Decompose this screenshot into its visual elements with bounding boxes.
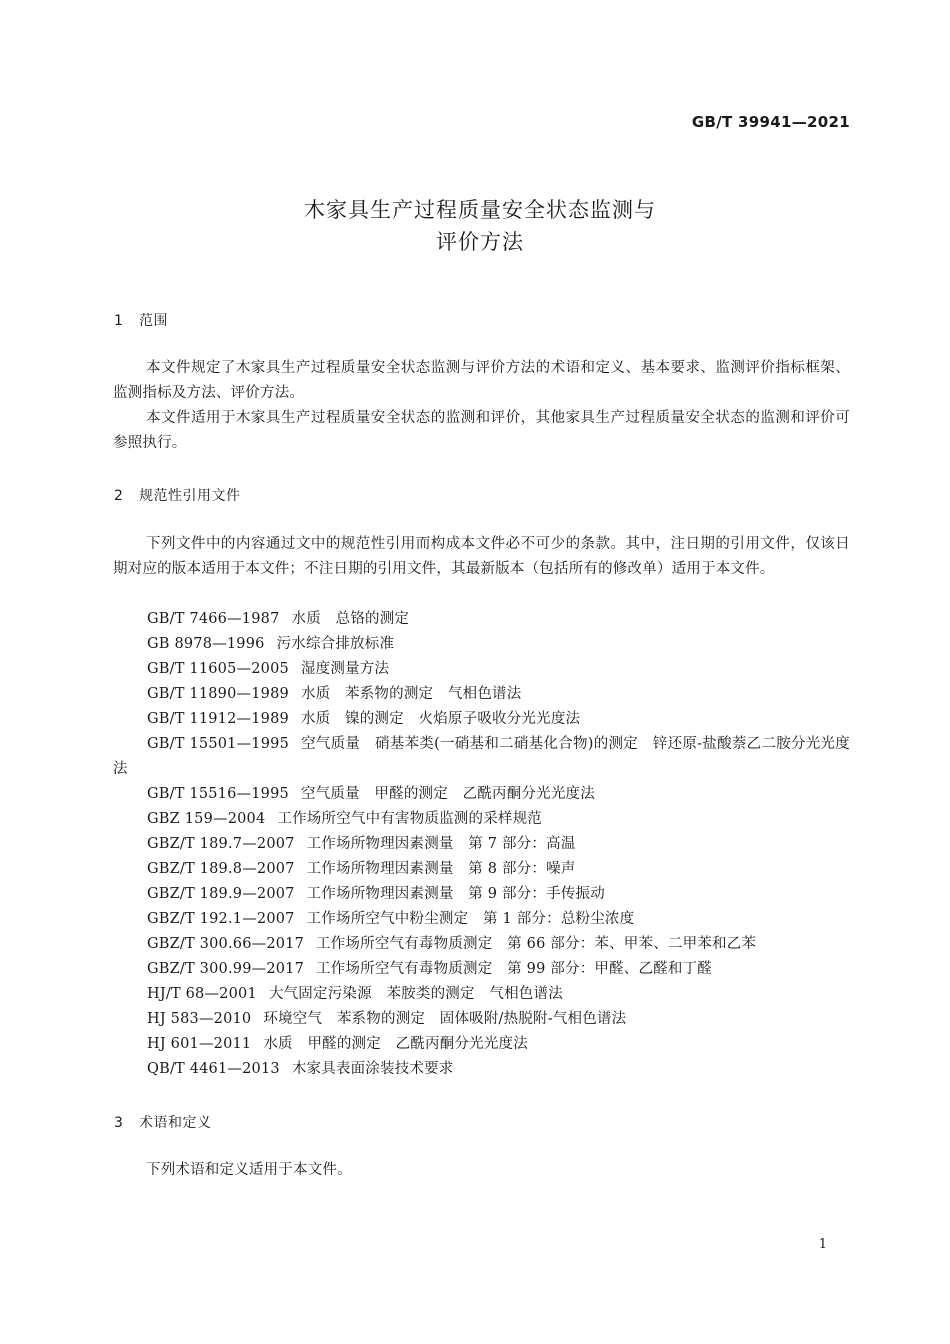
reference-code: HJ/T 68—2001 <box>147 986 257 1002</box>
reference-title: 湿度测量方法 <box>300 661 390 677</box>
reference-item <box>113 682 850 707</box>
section-3-paragraph-1: 下列术语和定义适用于本文件。 <box>146 1162 352 1178</box>
reference-title: 水质 镍的测定 火焰原子吸收分光光度法 <box>300 711 581 727</box>
reference-title: 工作场所空气中粉尘测定 第 1 部分：总粉尘浓度 <box>306 911 635 927</box>
reference-item <box>113 857 850 882</box>
document-title <box>0 194 950 258</box>
section-title: 范围 <box>139 313 168 329</box>
reference-title: 环境空气 苯系物的测定 固体吸附/热脱附-气相色谱法 <box>263 1011 627 1027</box>
reference-title: 水质 苯系物的测定 气相色谱法 <box>300 686 522 702</box>
reference-code: GB 8978—1996 <box>147 636 265 652</box>
reference-title: 水质 总铬的测定 <box>291 611 410 627</box>
reference-item <box>113 807 850 832</box>
reference-item <box>113 782 850 807</box>
reference-title: 工作场所物理因素测量 第 7 部分：高温 <box>306 836 576 852</box>
reference-code: GB/T 15516—1995 <box>147 786 289 802</box>
reference-code: GB/T 11605—2005 <box>147 661 289 677</box>
reference-item <box>113 1007 850 1032</box>
section-number: 2 <box>114 488 124 504</box>
section-1-paragraph-2: 本文件适用于木家具生产过程质量安全状态的监测和评价，其他家具生产过程质量安全状态的监测和评价可参照执行。 <box>113 410 850 451</box>
reference-code: GBZ/T 192.1—2007 <box>147 911 295 927</box>
section-title: 规范性引用文件 <box>139 488 241 504</box>
normative-references-list <box>113 607 850 1082</box>
page-number: 1 <box>818 1237 827 1252</box>
reference-item <box>113 707 850 732</box>
reference-code: GB/T 15501—1995 <box>147 736 290 752</box>
reference-code: HJ 601—2011 <box>147 1036 252 1052</box>
reference-item <box>113 657 850 682</box>
reference-item <box>113 1032 850 1057</box>
reference-title: 空气质量 硝基苯类(一硝基和二硝基化合物)的测定 锌还原-盐酸萘乙二胺分光光度法 <box>113 736 850 777</box>
section-3-heading <box>114 1112 212 1132</box>
reference-title: 空气质量 甲醛的测定 乙酰丙酮分光光度法 <box>300 786 595 802</box>
reference-code: QB/T 4461—2013 <box>147 1061 280 1077</box>
section-title: 术语和定义 <box>139 1115 212 1131</box>
reference-item <box>113 1057 850 1082</box>
reference-code: HJ 583—2010 <box>147 1011 252 1027</box>
reference-code: GB/T 11890—1989 <box>147 686 289 702</box>
reference-title: 大气固定污染源 苯胺类的测定 气相色谱法 <box>268 986 563 1002</box>
section-1-heading <box>114 310 168 330</box>
reference-title: 工作场所空气中有害物质监测的采样规范 <box>277 811 543 827</box>
reference-title: 工作场所空气有毒物质测定 第 66 部分：苯、甲苯、二甲苯和乙苯 <box>316 936 757 952</box>
standard-code: GB/T 39941—2021 <box>691 113 850 131</box>
reference-title: 工作场所物理因素测量 第 8 部分：噪声 <box>306 861 576 877</box>
reference-code: GBZ/T 189.8—2007 <box>147 861 295 877</box>
reference-title: 工作场所空气有毒物质测定 第 99 部分：甲醛、乙醛和丁醛 <box>316 961 712 977</box>
reference-title: 污水综合排放标准 <box>276 636 395 652</box>
reference-code: GB/T 11912—1989 <box>147 711 289 727</box>
reference-code: GBZ 159—2004 <box>147 811 266 827</box>
reference-code: GBZ/T 300.66—2017 <box>147 936 305 952</box>
section-2-heading <box>114 485 241 505</box>
reference-item <box>113 632 850 657</box>
reference-title: 水质 甲醛的测定 乙酰丙酮分光光度法 <box>263 1036 528 1052</box>
reference-item <box>113 932 850 957</box>
section-number: 3 <box>114 1115 124 1131</box>
title-line-2: 评价方法 <box>436 230 524 254</box>
reference-item <box>113 982 850 1007</box>
reference-item <box>113 907 850 932</box>
section-number: 1 <box>114 313 124 329</box>
reference-item <box>113 882 850 907</box>
reference-code: GBZ/T 300.99—2017 <box>147 961 305 977</box>
reference-title: 木家具表面涂装技术要求 <box>291 1061 454 1077</box>
reference-item <box>113 732 850 782</box>
reference-code: GBZ/T 189.9—2007 <box>147 886 295 902</box>
reference-item <box>113 832 850 857</box>
reference-item <box>113 957 850 982</box>
section-1-paragraph-1: 本文件规定了木家具生产过程质量安全状态监测与评价方法的术语和定义、基本要求、监测评价指标框架、监测指标及方法、评价方法。 <box>113 360 850 401</box>
reference-title: 工作场所物理因素测量 第 9 部分：手传振动 <box>306 886 605 902</box>
title-line-1: 木家具生产过程质量安全状态监测与 <box>304 198 656 222</box>
reference-code: GBZ/T 189.7—2007 <box>147 836 295 852</box>
reference-item <box>113 607 850 632</box>
section-2-paragraph-1: 下列文件中的内容通过文中的规范性引用而构成本文件必不可少的条款。其中，注日期的引用文件，仅该日期对应的版本适用于本文件；不注日期的引用文件，其最新版本（包括所有的修改单）适用于本文件。 <box>113 536 850 577</box>
reference-code: GB/T 7466—1987 <box>147 611 280 627</box>
